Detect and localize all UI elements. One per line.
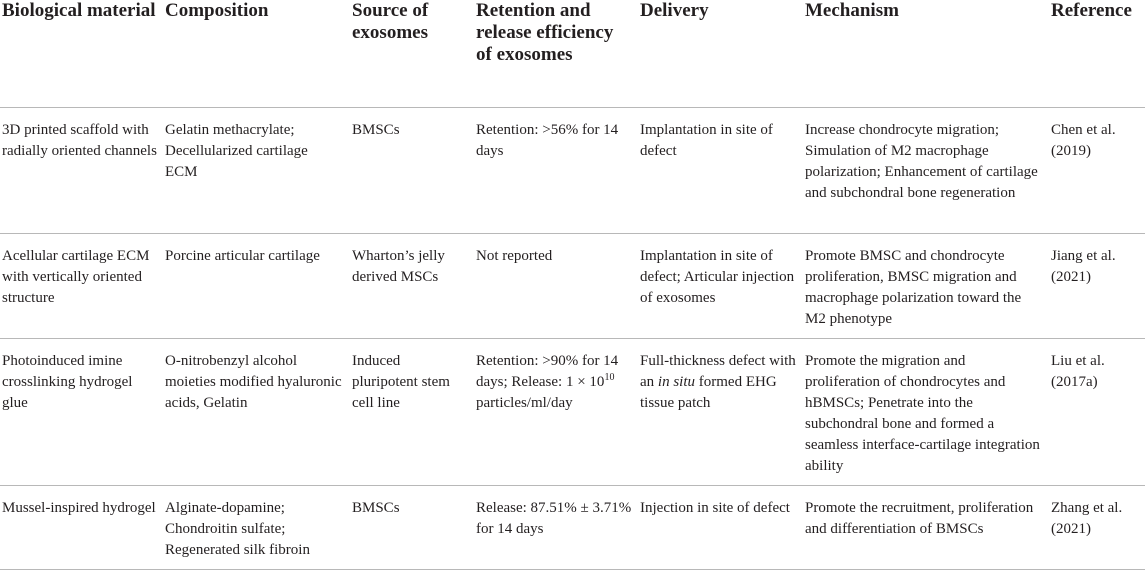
cell-biological-material: Acellular cartilage ECM with vertically oriented structure	[0, 234, 163, 339]
header-reference: Reference	[1049, 0, 1145, 108]
efficiency-text: Retention: >90% for 14 days; Release: 1 × 10	[476, 353, 619, 390]
efficiency-unit: particles/ml/day	[476, 395, 573, 411]
cell-mechanism: Promote BMSC and chondrocyte proliferation, BMSC migration and macrophage polarization toward the M2 phenotype	[803, 234, 1049, 339]
cell-composition: Gelatin methacrylate; Decellularized cartilage ECM	[163, 108, 350, 234]
cell-delivery: Implantation in site of defect; Articular injection of exosomes	[638, 234, 803, 339]
cell-reference: Jiang et al. (2021)	[1049, 234, 1145, 339]
delivery-text: Full-thickness defect with an	[640, 353, 796, 390]
header-retention-release-efficiency: Retention and release efficiency of exosomes	[474, 0, 638, 108]
cell-source: BMSCs	[350, 108, 474, 234]
delivery-text-end: formed EHG tissue patch	[640, 374, 777, 411]
table-body	[0, 108, 1145, 570]
table-row	[0, 486, 1145, 570]
cell-delivery: Injection in site of defect	[638, 486, 803, 570]
cell-efficiency: Retention: >56% for 14 days	[474, 108, 638, 234]
table-row	[0, 339, 1145, 486]
cell-source: Induced pluripotent stem cell line	[350, 339, 474, 486]
cell-reference: Zhang et al. (2021)	[1049, 486, 1145, 570]
header-delivery: Delivery	[638, 0, 803, 108]
cell-composition: Porcine articular cartilage	[163, 234, 350, 339]
header-source-of-exosomes: Source of exosomes	[350, 0, 474, 108]
cell-biological-material: Photoinduced imine crosslinking hydrogel glue	[0, 339, 163, 486]
cell-mechanism: Promote the recruitment, proliferation and differentiation of BMSCs	[803, 486, 1049, 570]
cell-biological-material: Mussel-inspired hydrogel	[0, 486, 163, 570]
header-composition: Composition	[163, 0, 350, 108]
table-row	[0, 108, 1145, 234]
cell-source: Wharton’s jelly derived MSCs	[350, 234, 474, 339]
table-header	[0, 0, 1145, 108]
cell-efficiency: Release: 87.51% ± 3.71% for 14 days	[474, 486, 638, 570]
cell-source: BMSCs	[350, 486, 474, 570]
delivery-italic: in situ	[657, 374, 696, 390]
cell-mechanism: Promote the migration and proliferation of chondrocytes and hBMSCs; Penetrate into the subchondral bone and formed a seamless interface-cartilage integration ability	[803, 339, 1049, 486]
efficiency-exponent: 10	[604, 372, 615, 383]
table-row	[0, 234, 1145, 339]
cell-mechanism: Increase chondrocyte migration; Simulation of M2 macrophage polarization; Enhancement of cartilage and subchondral bone regeneration	[803, 108, 1049, 234]
cell-reference: Chen et al. (2019)	[1049, 108, 1145, 234]
cell-composition: Alginate-dopamine; Chondroitin sulfate; Regenerated silk fibroin	[163, 486, 350, 570]
cell-delivery	[638, 339, 803, 486]
cell-efficiency	[474, 339, 638, 486]
cell-biological-material: 3D printed scaffold with radially oriented channels	[0, 108, 163, 234]
header-biological-material: Biological material	[0, 0, 163, 108]
header-row	[0, 0, 1145, 108]
cell-reference: Liu et al. (2017a)	[1049, 339, 1145, 486]
cell-efficiency: Not reported	[474, 234, 638, 339]
cell-delivery: Implantation in site of defect	[638, 108, 803, 234]
cell-composition: O-nitrobenzyl alcohol moieties modified hyaluronic acids, Gelatin	[163, 339, 350, 486]
header-mechanism: Mechanism	[803, 0, 1049, 108]
